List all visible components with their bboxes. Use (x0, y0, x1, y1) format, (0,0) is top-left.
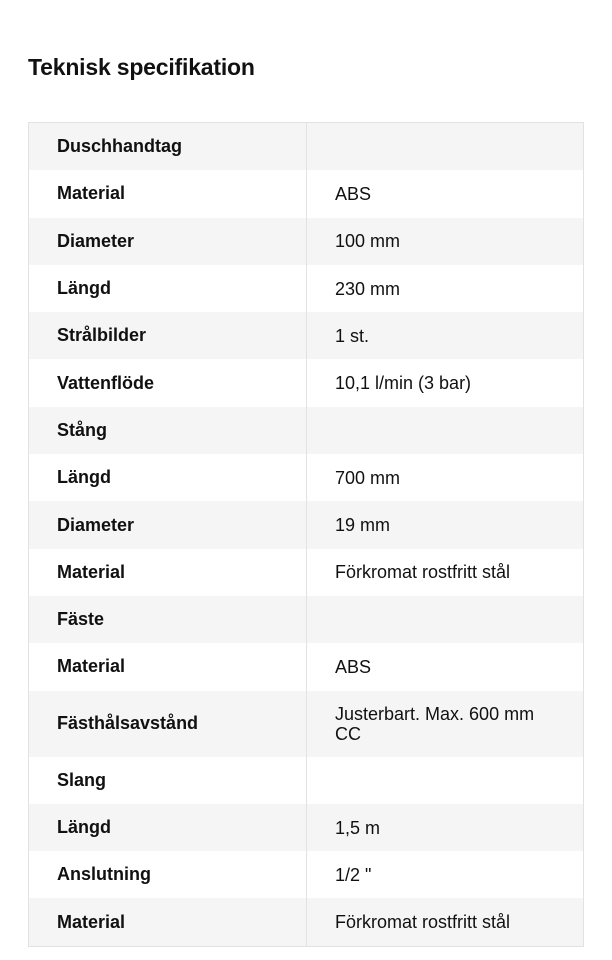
spec-label: Längd (29, 454, 307, 501)
spec-row (29, 549, 583, 596)
spec-value: 1/2 " (335, 864, 372, 885)
spec-value (307, 757, 583, 804)
spec-label: Material (29, 898, 307, 945)
spec-value: 700 mm (335, 467, 401, 488)
spec-label: Fästhålsavstånd (29, 691, 307, 757)
spec-value: 19 mm (335, 515, 391, 536)
spec-label: Längd (29, 804, 307, 851)
spec-value: 230 mm (335, 278, 401, 299)
spec-row (29, 501, 583, 548)
spec-label: Diameter (29, 501, 307, 548)
spec-row (29, 359, 583, 406)
spec-label: Fäste (29, 596, 307, 643)
spec-row (29, 804, 583, 851)
spec-row-section-slang (29, 757, 583, 804)
spec-table (28, 122, 584, 947)
spec-label: Material (29, 549, 307, 596)
spec-row (29, 898, 583, 945)
spec-value (307, 596, 583, 643)
spec-value: 1,5 m (335, 817, 381, 838)
spec-value: 10,1 l/min (3 bar) (335, 373, 472, 394)
spec-label: Längd (29, 265, 307, 312)
spec-label: Slang (29, 757, 307, 804)
spec-row (29, 691, 583, 757)
spec-label: Anslutning (29, 851, 307, 898)
spec-label: Vattenflöde (29, 359, 307, 406)
spec-row (29, 218, 583, 265)
spec-value (307, 407, 583, 454)
spec-label: Stång (29, 407, 307, 454)
spec-value: ABS (335, 183, 372, 204)
spec-value: Justerbart. Max. 600 mm CC (335, 703, 535, 744)
spec-row (29, 454, 583, 501)
spec-row (29, 851, 583, 898)
spec-label: Duschhandtag (29, 123, 307, 170)
spec-label: Strålbilder (29, 312, 307, 359)
page-title: Teknisk specifikation (28, 54, 255, 80)
spec-row-section-stang (29, 407, 583, 454)
spec-value: 1 st. (335, 325, 370, 346)
spec-row (29, 312, 583, 359)
spec-row-section-duschhandtag (29, 123, 583, 170)
spec-row (29, 643, 583, 690)
spec-value: ABS (335, 656, 372, 677)
spec-row (29, 265, 583, 312)
spec-label: Material (29, 643, 307, 690)
spec-value: 100 mm (335, 231, 401, 252)
spec-value: Förkromat rostfritt stål (335, 562, 511, 583)
spec-value: Förkromat rostfritt stål (335, 912, 511, 933)
spec-value (307, 123, 583, 170)
spec-label: Diameter (29, 218, 307, 265)
spec-row (29, 170, 583, 217)
spec-row-section-faste (29, 596, 583, 643)
spec-label: Material (29, 170, 307, 217)
